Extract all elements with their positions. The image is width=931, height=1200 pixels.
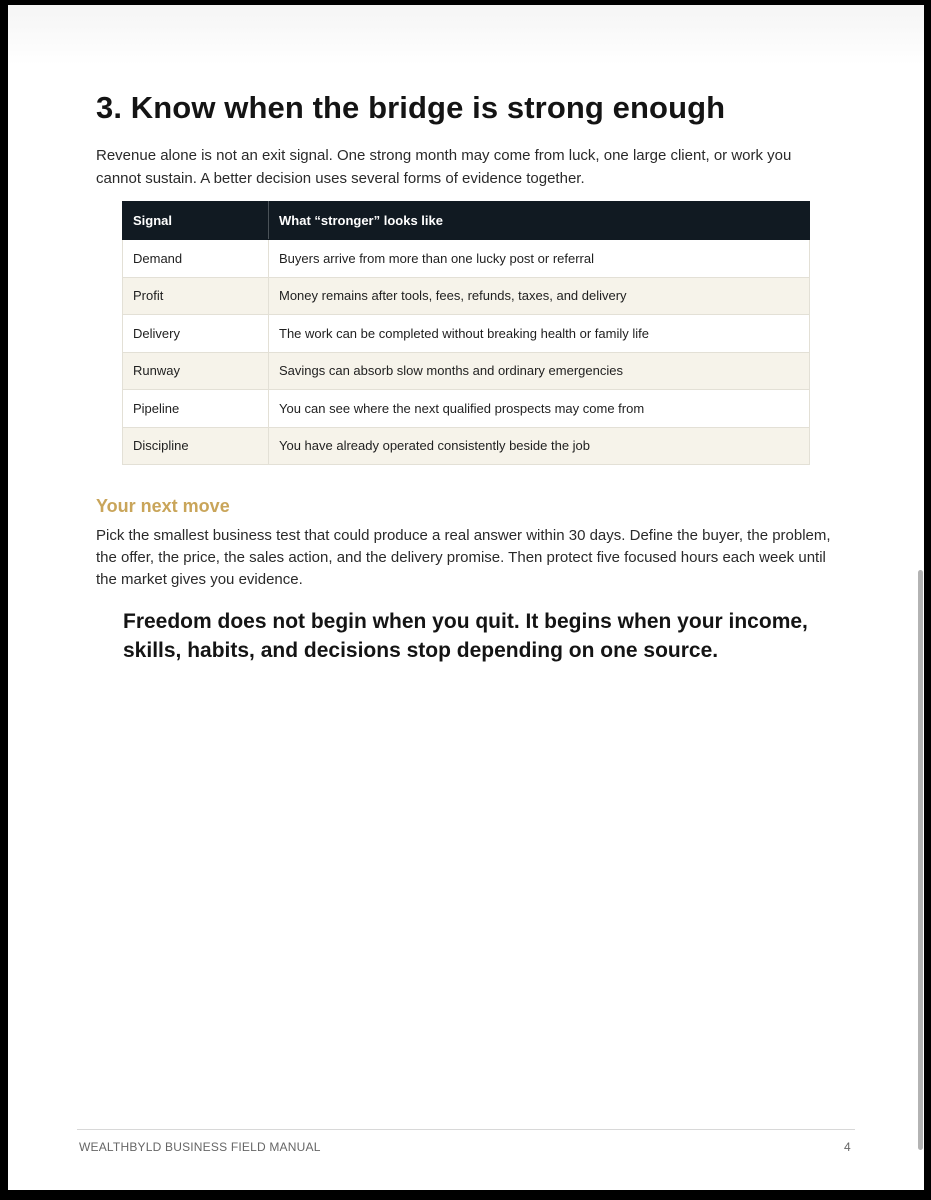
- table-header-row: [123, 202, 810, 240]
- footer-divider: [77, 1129, 855, 1130]
- next-move-paragraph: Pick the smallest business test that could produce a real answer within 30 days. Define the buyer, the problem, the offer, the price, the sales action, and the delivery promise. Then protect five focused hours each week until the market gives you evidence.: [96, 527, 831, 589]
- scrollbar[interactable]: [917, 5, 924, 1190]
- table-row: [123, 427, 810, 465]
- document-page: [8, 5, 924, 1190]
- next-move-heading: Your next move: [96, 496, 230, 516]
- signal-table: [122, 201, 810, 465]
- section-heading: 3. Know when the bridge is strong enough: [96, 90, 726, 125]
- header-signal: Signal: [123, 202, 269, 240]
- table-row: [123, 240, 810, 278]
- signal-cell: Discipline: [123, 427, 269, 465]
- signal-cell: Delivery: [123, 315, 269, 353]
- table-row: [123, 277, 810, 315]
- intro-paragraph: Revenue alone is not an exit signal. One strong month may come from luck, one large client, or work you cannot sustain. A better decision uses several forms of evidence together.: [96, 147, 792, 187]
- page-number: 4: [844, 1140, 851, 1154]
- description-cell: Savings can absorb slow months and ordinary emergencies: [269, 352, 810, 390]
- header-description: What “stronger” looks like: [269, 202, 810, 240]
- footer-title: WEALTHBYLD BUSINESS FIELD MANUAL: [79, 1140, 321, 1154]
- table-row: [123, 390, 810, 428]
- signal-cell: Runway: [123, 352, 269, 390]
- description-cell: Buyers arrive from more than one lucky post or referral: [269, 240, 810, 278]
- signal-cell: Profit: [123, 277, 269, 315]
- scrollbar-thumb[interactable]: [918, 570, 923, 1150]
- top-shadow: [8, 5, 924, 65]
- description-cell: Money remains after tools, fees, refunds, taxes, and delivery: [269, 277, 810, 315]
- table-row: [123, 315, 810, 353]
- signal-cell: Demand: [123, 240, 269, 278]
- closing-quote: Freedom does not begin when you quit. It begins when your income, skills, habits, and decisions stop depending on one source.: [123, 610, 808, 662]
- signal-cell: Pipeline: [123, 390, 269, 428]
- description-cell: You have already operated consistently beside the job: [269, 427, 810, 465]
- description-cell: You can see where the next qualified prospects may come from: [269, 390, 810, 428]
- table-row: [123, 352, 810, 390]
- description-cell: The work can be completed without breaking health or family life: [269, 315, 810, 353]
